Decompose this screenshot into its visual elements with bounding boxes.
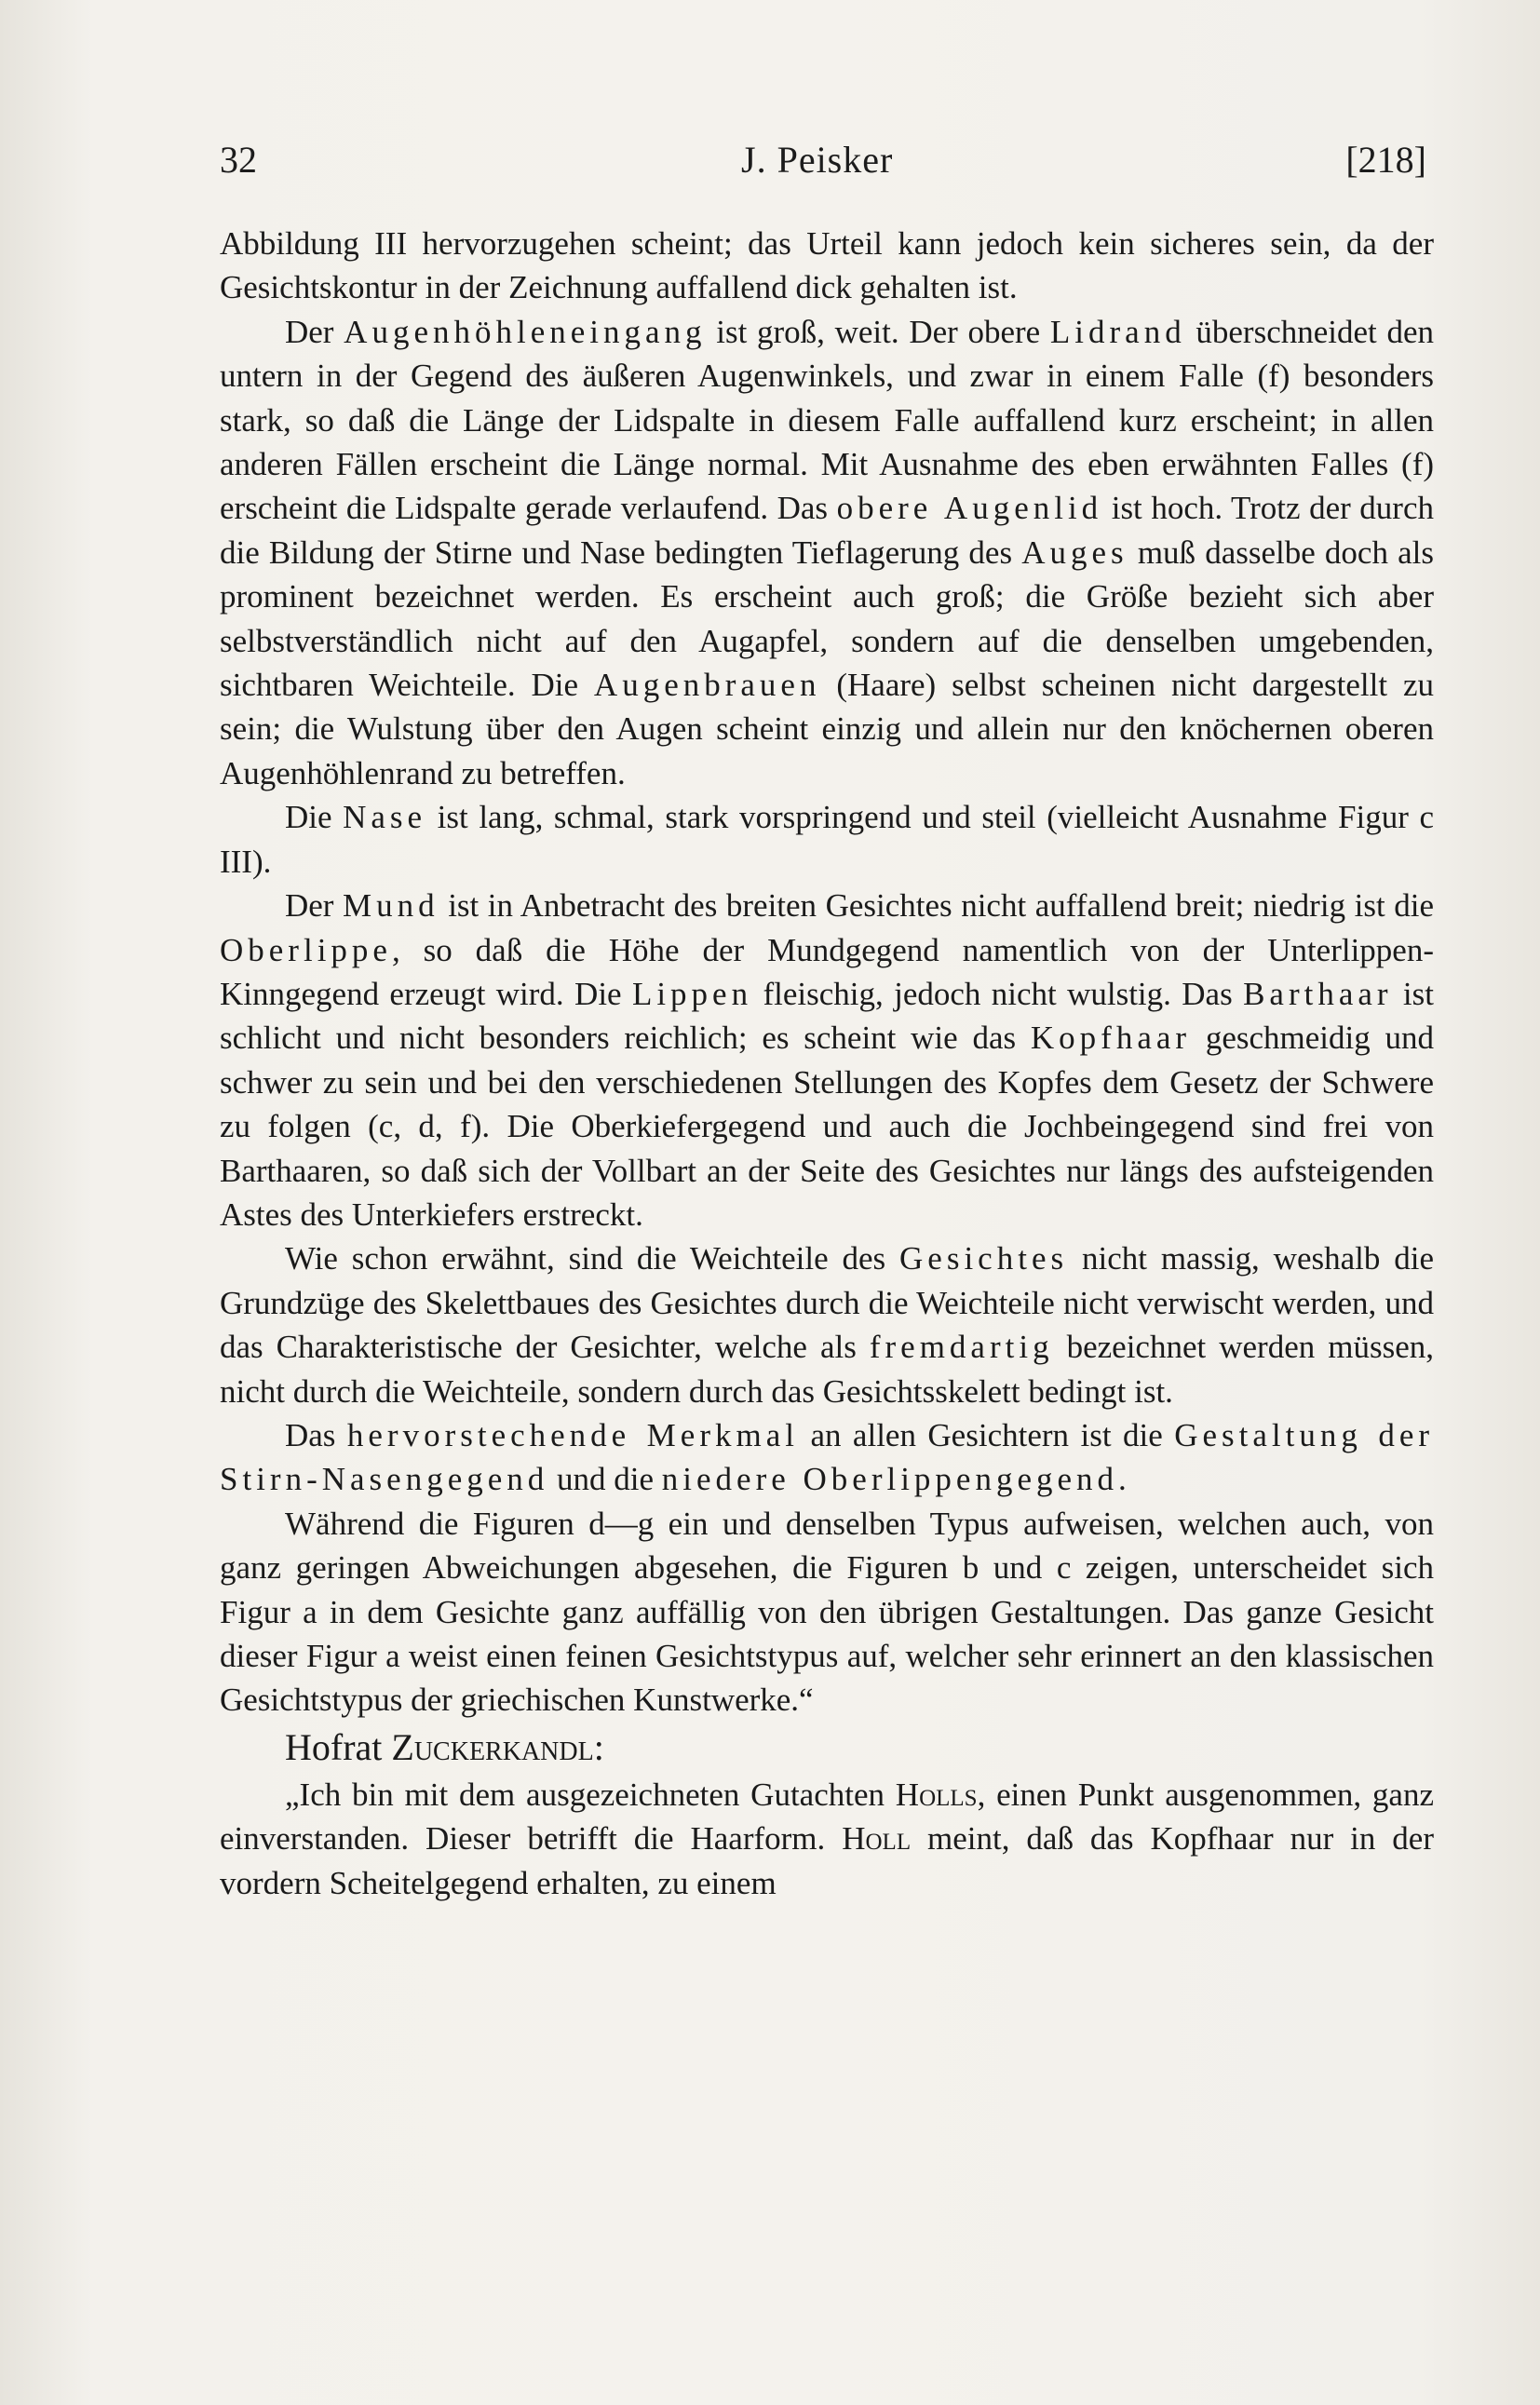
speaker-name: Zuckerkandl [391, 1725, 594, 1768]
cited-name: Holls [895, 1776, 978, 1813]
text-run: ist hoch. Trotz der durch die Bildung der Stirne und Nase bedingten Tieflagerung des [220, 490, 1434, 571]
paragraph-main-feature [220, 1413, 1434, 1502]
body-text [220, 222, 1434, 1905]
text-run: fleischig, jedoch nicht wulstig. Das [752, 975, 1244, 1012]
text-run: : [593, 1725, 604, 1768]
text-run: „Ich bin mit dem ausgezeichneten Gutachten [285, 1776, 896, 1813]
text-run: Hofrat [285, 1725, 392, 1768]
emphasis-term: obere Augenlid [836, 490, 1103, 527]
emphasis-term: Lippen [631, 975, 753, 1012]
text-run: bezeichnet werden müssen, nicht durch die Weichteile, sondern durch das Gesichtsskelett bedingt ist. [220, 1329, 1435, 1410]
text-run: , einen Punkt ausgenommen, ganz einverstanden. Dieser betrifft die Haarform. [220, 1776, 1434, 1858]
text-run: überschneidet den untern in der Gegend des äußeren Augenwinkels, und zwar in einem Falle (f) besonders stark, so daß die Länge der Lidspalte in diesem Falle auffallend kurz erscheint; in allen anderen Fällen erscheint die Länge normal. Mit Ausnahme des eben erwähnten Falles (f) erscheint die Lidspalte gerade verlaufend. Das [220, 313, 1434, 527]
running-header [220, 138, 1426, 194]
cited-name: Holl [842, 1820, 912, 1858]
text-run: Wie schon erwähnt, sind die Weichteile des [285, 1240, 900, 1277]
text-run: (Haare) selbst scheinen nicht dargestellt zu sein; die Wulstung über den Augen scheint einzig und allein nur den knöchernen oberen Augenhöhlenrand zu betreffen. [220, 667, 1434, 791]
emphasis-term: Oberlippe [220, 931, 392, 968]
emphasis-term: Augenhöhleneingang [344, 313, 707, 350]
bracket-page-number: [218] [1345, 139, 1426, 181]
emphasis-term: Augenbrauen [593, 667, 821, 704]
paragraph-face [220, 1236, 1434, 1413]
emphasis-term: Mund [343, 887, 439, 925]
text-run: geschmeidig und schwer zu sein und bei den verschiedenen Stellungen des Kopfes dem Gesetz der Schwere zu folgen (c, d, f). Die Oberkiefergegend und auch die Jochbeingegend sind frei von Barthaaren, so daß sich der Vollbart an der Seite des Gesichtes nur längs des aufsteigenden Astes des Unterkiefers erstreckt. [220, 1020, 1435, 1233]
text-run: ist lang, schmal, stark vorspringend und steil (vielleicht Ausnahme Figur c III). [220, 799, 1434, 880]
paragraph-figures: Während die Figuren d—g ein und denselben Typus aufweisen, welchen auch, von ganz geringen Abweichungen abgesehen, die Figuren b und c zeigen, unterscheidet sich Figur a in dem Gesichte ganz auffällig von den übrigen Gestaltungen. Das ganze Gesicht dieser Figur a weist einen feinen Gesichtstypus auf, welcher sehr erinnert an den klassischen Gesichtstypus der griechischen Kunstwerke.“ [220, 1505, 1434, 1719]
text-run: Der [285, 887, 344, 925]
emphasis-term: Nase [343, 799, 427, 836]
text-run: Der [285, 313, 344, 350]
emphasis-term: Gesichtes [899, 1240, 1069, 1277]
text-run: muß dasselbe doch als prominent bezeichnet werden. Es erscheint auch groß; die Größe bezieht sich aber selbstverständlich nicht auf den Augapfel, sondern auf die denselben umgebenden, sichtbaren Weichteile. Die [220, 534, 1434, 704]
paragraph-eye-region [220, 310, 1434, 795]
speaker-heading [220, 1723, 1434, 1773]
paragraph-nose [220, 795, 1434, 884]
emphasis-term: fremdartig [869, 1329, 1054, 1366]
emphasis-term: hervorstechende Merkmal [346, 1416, 799, 1453]
emphasis-term: Kopfhaar [1030, 1020, 1192, 1057]
page-number: 32 [220, 139, 257, 181]
text-run: ist schlicht und nicht besonders reichlich; es scheint wie das [220, 975, 1434, 1057]
text-run: meint, daß das Kopfhaar nur in der vordern Scheitelgegend erhalten, zu einem [220, 1820, 1435, 1901]
emphasis-term: Lidrand [1049, 313, 1186, 350]
emphasis-term: Barthaar [1243, 975, 1393, 1012]
text-run: Das [285, 1416, 347, 1453]
text-run: nicht massig, weshalb die Grundzüge des Skelettbaues des Gesichtes durch die Weichteile nicht verwischt werden, und das Charakteristische der Gesichter, welche als [220, 1240, 1435, 1366]
text-run: ist groß, weit. Der obere [706, 313, 1050, 350]
text-run: an allen Gesichtern ist die [798, 1416, 1175, 1453]
paragraph-quote [220, 1773, 1434, 1905]
text-run: . [1118, 1461, 1127, 1498]
text-run: ist in Anbetracht des breiten Gesichtes nicht auffallend breit; niedrig ist die [439, 887, 1434, 925]
running-head-author: J. Peisker [741, 139, 894, 181]
emphasis-term: niedere Oberlippengegend [661, 1461, 1119, 1498]
paragraph-continuation: Abbildung III hervorzugehen scheint; das Urteil kann jedoch kein sicheres sein, da der Gesichtskontur in der Zeichnung auffallend dick gehalten ist. [220, 225, 1434, 306]
paragraph-mouth [220, 884, 1434, 1236]
emphasis-term: Gestaltung der Stirn-Nasengegend [220, 1416, 1435, 1498]
emphasis-term: Auges [1021, 534, 1128, 571]
text-run: und die [548, 1461, 662, 1498]
text-run: , so daß die Höhe der Mundgegend namentlich von der Unterlippen-Kinngegend erzeugt wird. Die [220, 931, 1434, 1012]
text-run: Die [285, 799, 344, 836]
